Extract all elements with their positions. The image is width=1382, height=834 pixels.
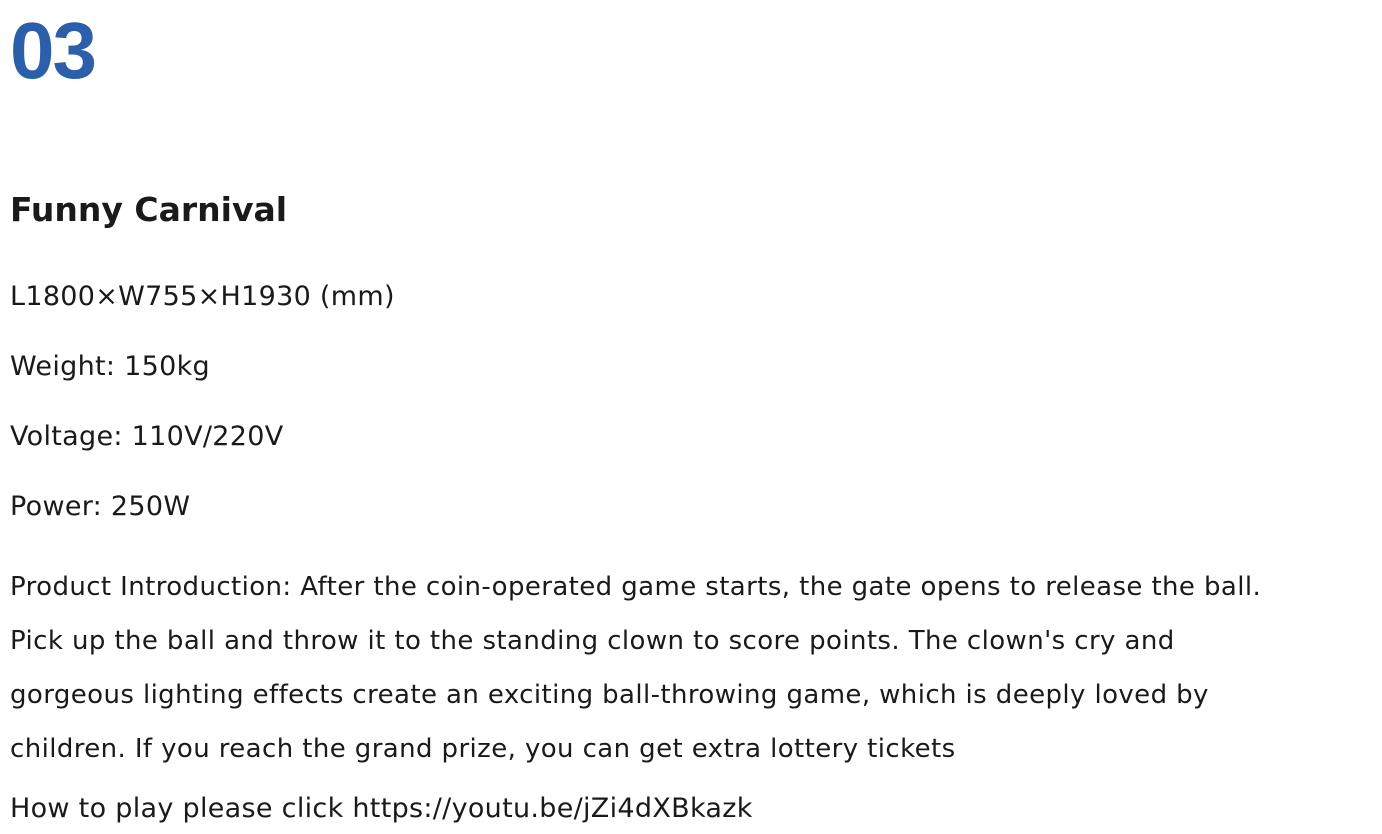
- dimensions-text: L1800×W755×H1930 (mm): [10, 281, 395, 312]
- introduction-line: Pick up the ball and throw it to the standing clown to score points. The clown's cry and: [10, 626, 1175, 656]
- weight-text: Weight: 150kg: [10, 351, 210, 382]
- introduction-line: Product Introduction: After the coin-operated game starts, the gate opens to release the ball.: [10, 572, 1262, 602]
- introduction-line: children. If you reach the grand prize, you can get extra lottery tickets: [10, 734, 956, 764]
- how-to-play-text: How to play please click https://youtu.be/jZi4dXBkazk: [10, 793, 753, 824]
- product-number: 03: [10, 6, 95, 95]
- power-text: Power: 250W: [10, 491, 191, 522]
- product-title: Funny Carnival: [10, 190, 288, 229]
- introduction-line: gorgeous lighting effects create an exciting ball-throwing game, which is deeply loved by: [10, 680, 1209, 710]
- voltage-text: Voltage: 110V/220V: [10, 421, 284, 452]
- product-introduction: [10, 560, 1360, 776]
